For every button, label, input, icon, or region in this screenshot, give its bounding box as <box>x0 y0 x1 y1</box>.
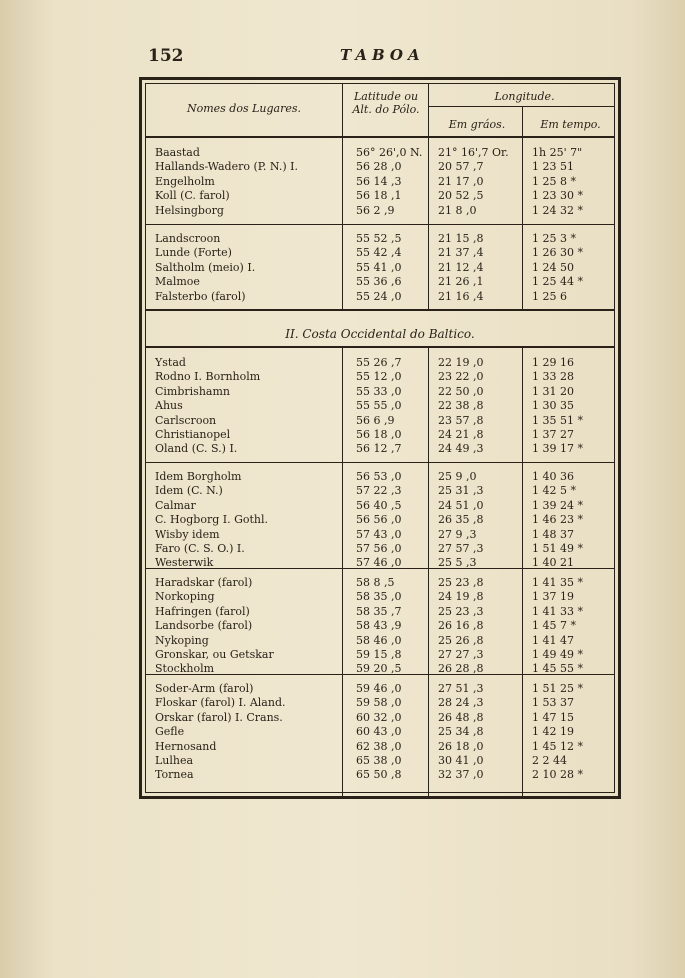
section-heading: II. Costa Occidental do Baltico. <box>285 327 475 341</box>
table-row <box>146 414 614 428</box>
latitude-value: 58 46 ,0 <box>356 633 402 647</box>
table-row <box>146 528 614 542</box>
latitude-value: 55 55 ,0 <box>356 399 402 413</box>
longitude-time-value: 1 40 21 <box>532 556 574 570</box>
place-name: Soder-Arm (farol) <box>155 682 254 695</box>
latitude-value: 56 40 ,5 <box>356 498 402 512</box>
place-name: Rodno I. Bornholm <box>155 370 261 384</box>
longitude-time-value: 1 45 7 * <box>532 619 576 633</box>
latitude-value: 58 35 ,7 <box>356 604 402 618</box>
table-row <box>146 189 614 203</box>
latitude-value: 57 46 ,0 <box>356 556 402 570</box>
longitude-degrees-value: 27 9 ,3 <box>438 527 477 541</box>
longitude-time-value: 1 26 30 * <box>532 246 583 260</box>
table-row <box>146 175 614 189</box>
table-row <box>146 160 614 174</box>
latitude-value: 58 43 ,9 <box>356 619 402 633</box>
place-name: Ahus <box>155 399 183 413</box>
longitude-degrees-value: 23 57 ,8 <box>438 413 484 427</box>
longitude-rule <box>428 106 614 107</box>
place-name: Idem Borgholm <box>155 470 242 483</box>
place-name: Christianopel <box>155 428 231 441</box>
longitude-degrees-value: 21 12 ,4 <box>438 260 484 274</box>
longitude-time-value: 1 39 17 * <box>532 442 583 456</box>
longitude-time-value: 1 41 35 * <box>532 576 583 589</box>
table-row <box>146 399 614 413</box>
longitude-degrees-value: 20 52 ,5 <box>438 189 484 203</box>
latitude-value: 56 2 ,9 <box>356 203 395 217</box>
longitude-time-value: 1 45 55 * <box>532 662 583 676</box>
table-row <box>146 146 614 160</box>
place-name: Landsorbe (farol) <box>155 619 253 633</box>
longitude-degrees-value: 20 57 ,7 <box>438 160 484 174</box>
place-name: Haradskar (farol) <box>155 576 253 589</box>
header-names: Nomes dos Lugares. <box>186 102 302 115</box>
latitude-value: 55 36 ,6 <box>356 275 402 289</box>
place-name: Tornea <box>155 768 194 782</box>
place-name: Gefle <box>155 725 185 739</box>
table-row <box>146 590 614 604</box>
table-row <box>146 711 614 725</box>
latitude-value: 56 53 ,0 <box>356 470 402 483</box>
longitude-degrees-value: 27 27 ,3 <box>438 648 484 661</box>
table-row <box>146 261 614 275</box>
place-name: Faro (C. S. O.) I. <box>155 542 245 555</box>
longitude-degrees-value: 27 57 ,3 <box>438 542 484 555</box>
group-rule <box>146 462 614 463</box>
latitude-value: 57 43 ,0 <box>356 527 402 541</box>
longitude-degrees-value: 22 19 ,0 <box>438 356 484 369</box>
header-latitude: Latitude ou Alt. do Pólo. <box>352 90 420 116</box>
longitude-time-value: 1 37 19 <box>532 590 574 604</box>
longitude-time-value: 1 45 12 * <box>532 739 583 753</box>
longitude-degrees-value: 22 38 ,8 <box>438 399 484 413</box>
latitude-value: 56 56 ,0 <box>356 513 402 527</box>
longitude-degrees-value: 24 21 ,8 <box>438 428 484 441</box>
longitude-time-value: 1 24 50 <box>532 260 574 274</box>
longitude-time-value: 1 25 8 * <box>532 174 576 188</box>
table-row <box>146 275 614 289</box>
place-name: Hallands-Wadero (P. N.) I. <box>155 160 298 174</box>
latitude-value: 55 41 ,0 <box>356 260 402 274</box>
place-name: Engelholm <box>155 174 215 188</box>
longitude-degrees-value: 21 17 ,0 <box>438 174 484 188</box>
header-rule <box>146 136 614 138</box>
latitude-value: 59 20 ,5 <box>356 662 402 676</box>
longitude-time-value: 1 47 15 <box>532 710 574 724</box>
longitude-time-value: 1 39 24 * <box>532 498 583 512</box>
longitude-degrees-value: 21 37 ,4 <box>438 246 484 260</box>
longitude-time-value: 1 42 5 * <box>532 484 576 498</box>
longitude-time-value: 1 25 44 * <box>532 275 583 289</box>
longitude-degrees-value: 21 15 ,8 <box>438 232 484 245</box>
longitude-degrees-value: 26 16 ,8 <box>438 619 484 633</box>
table-row <box>146 754 614 768</box>
latitude-value: 58 35 ,0 <box>356 590 402 604</box>
place-name: Gronskar, ou Getskar <box>155 648 274 661</box>
longitude-time-value: 1h 25' 7" <box>532 146 583 159</box>
page-number: 152 <box>148 46 184 66</box>
latitude-value: 58 8 ,5 <box>356 576 395 589</box>
latitude-value: 55 24 ,0 <box>356 289 402 303</box>
table-row <box>146 725 614 739</box>
section-rule-bottom <box>146 346 614 348</box>
longitude-time-value: 1 40 36 <box>532 470 574 483</box>
latitude-value: 59 58 ,0 <box>356 696 402 710</box>
table-row <box>146 740 614 754</box>
table-frame <box>139 77 621 799</box>
longitude-time-value: 1 31 20 <box>532 384 574 398</box>
longitude-degrees-value: 25 31 ,3 <box>438 484 484 498</box>
latitude-value: 55 26 ,7 <box>356 356 402 369</box>
place-name: Lunde (Forte) <box>155 246 232 260</box>
longitude-time-value: 1 33 28 <box>532 370 574 384</box>
place-name: Cimbrishamn <box>155 384 230 398</box>
latitude-value: 55 52 ,5 <box>356 232 402 245</box>
place-name: Stockholm <box>155 662 215 676</box>
latitude-value: 56 12 ,7 <box>356 442 402 456</box>
longitude-time-value: 1 46 23 * <box>532 513 583 527</box>
table-row <box>146 634 614 648</box>
table-row <box>146 648 614 662</box>
table-row <box>146 542 614 556</box>
place-name: Idem (C. N.) <box>155 484 223 498</box>
longitude-time-value: 1 41 47 <box>532 633 574 647</box>
longitude-degrees-value: 24 19 ,8 <box>438 590 484 604</box>
latitude-value: 65 50 ,8 <box>356 768 402 782</box>
longitude-degrees-value: 25 5 ,3 <box>438 556 477 570</box>
place-name: Landscroon <box>155 232 221 245</box>
header-longitude: Longitude. <box>494 90 555 103</box>
table-row <box>146 428 614 442</box>
latitude-value: 59 15 ,8 <box>356 648 402 661</box>
longitude-degrees-value: 26 28 ,8 <box>438 662 484 676</box>
latitude-value: 56 18 ,0 <box>356 428 402 441</box>
table-row <box>146 576 614 590</box>
place-name: Nykoping <box>155 633 209 647</box>
table-row <box>146 662 614 676</box>
latitude-value: 56° 26',0 N. <box>356 146 423 159</box>
place-name: Wisby idem <box>155 527 220 541</box>
place-name: Ystad <box>155 356 186 369</box>
longitude-degrees-value: 21° 16',7 Or. <box>438 146 509 159</box>
longitude-degrees-value: 21 16 ,4 <box>438 289 484 303</box>
place-name: C. Hogborg I. Gothl. <box>155 513 269 527</box>
table-row <box>146 484 614 498</box>
table-row <box>146 246 614 260</box>
longitude-time-value: 1 25 6 <box>532 289 567 303</box>
longitude-degrees-value: 22 50 ,0 <box>438 384 484 398</box>
place-name: Orskar (farol) I. Crans. <box>155 710 283 724</box>
place-name: Floskar (farol) I. Aland. <box>155 696 286 710</box>
table-row <box>146 696 614 710</box>
table-row <box>146 682 614 696</box>
longitude-time-value: 1 41 33 * <box>532 604 583 618</box>
latitude-value: 60 32 ,0 <box>356 710 402 724</box>
latitude-value: 59 46 ,0 <box>356 682 402 695</box>
table-row <box>146 513 614 527</box>
longitude-degrees-value: 25 23 ,8 <box>438 576 484 589</box>
longitude-degrees-value: 24 49 ,3 <box>438 442 484 456</box>
place-name: Westerwik <box>155 556 214 570</box>
longitude-time-value: 1 51 49 * <box>532 542 583 555</box>
longitude-degrees-value: 25 23 ,3 <box>438 604 484 618</box>
latitude-value: 56 18 ,1 <box>356 189 402 203</box>
place-name: Koll (C. farol) <box>155 189 230 203</box>
longitude-time-value: 1 42 19 <box>532 725 574 739</box>
longitude-degrees-value: 30 41 ,0 <box>438 754 484 767</box>
longitude-time-value: 1 23 30 * <box>532 189 583 203</box>
table-row <box>146 556 614 570</box>
latitude-value: 57 22 ,3 <box>356 484 402 498</box>
table-row <box>146 605 614 619</box>
place-name: Carlscroon <box>155 413 217 427</box>
longitude-degrees-value: 28 24 ,3 <box>438 696 484 710</box>
longitude-time-value: 1 53 37 <box>532 696 574 710</box>
table-row <box>146 768 614 782</box>
table-row <box>146 204 614 218</box>
place-name: Norkoping <box>155 590 215 604</box>
longitude-time-value: 1 37 27 <box>532 428 574 441</box>
longitude-degrees-value: 21 8 ,0 <box>438 203 477 217</box>
header-em-graos: Em gráos. <box>448 118 506 131</box>
place-name: Hafringen (farol) <box>155 604 250 618</box>
latitude-value: 56 14 ,3 <box>356 174 402 188</box>
longitude-degrees-value: 26 35 ,8 <box>438 513 484 527</box>
table-row <box>146 442 614 456</box>
place-name: Falsterbo (farol) <box>155 289 246 303</box>
table <box>145 83 615 793</box>
header-em-tempo: Em tempo. <box>540 118 601 131</box>
table-row <box>146 232 614 246</box>
latitude-value: 55 12 ,0 <box>356 370 402 384</box>
table-row <box>146 356 614 370</box>
place-name: Lulhea <box>155 754 194 767</box>
longitude-degrees-value: 23 22 ,0 <box>438 370 484 384</box>
longitude-degrees-value: 25 9 ,0 <box>438 470 477 483</box>
place-name: Calmar <box>155 498 196 512</box>
group-rule <box>146 224 614 225</box>
longitude-degrees-value: 32 37 ,0 <box>438 768 484 782</box>
latitude-value: 56 6 ,9 <box>356 413 395 427</box>
latitude-value: 57 56 ,0 <box>356 542 402 555</box>
table-row <box>146 619 614 633</box>
table-row <box>146 370 614 384</box>
latitude-value: 56 28 ,0 <box>356 160 402 174</box>
longitude-time-value: 2 10 28 * <box>532 768 583 782</box>
place-name: Saltholm (meio) I. <box>155 260 256 274</box>
longitude-time-value: 1 49 49 * <box>532 648 583 661</box>
longitude-time-value: 1 48 37 <box>532 527 574 541</box>
table-row <box>146 385 614 399</box>
latitude-value: 55 33 ,0 <box>356 384 402 398</box>
longitude-time-value: 1 51 25 * <box>532 682 583 695</box>
place-name: Baastad <box>155 146 200 159</box>
longitude-degrees-value: 25 26 ,8 <box>438 633 484 647</box>
table-row <box>146 470 614 484</box>
longitude-degrees-value: 26 18 ,0 <box>438 739 484 753</box>
running-head: TABOA <box>340 46 425 64</box>
longitude-degrees-value: 25 34 ,8 <box>438 725 484 739</box>
longitude-time-value: 1 24 32 * <box>532 203 583 217</box>
longitude-time-value: 1 30 35 <box>532 399 574 413</box>
latitude-value: 55 42 ,4 <box>356 246 402 260</box>
longitude-time-value: 1 23 51 <box>532 160 574 174</box>
latitude-value: 65 38 ,0 <box>356 754 402 767</box>
place-name: Hernosand <box>155 739 217 753</box>
place-name: Oland (C. S.) I. <box>155 442 238 456</box>
longitude-degrees-value: 24 51 ,0 <box>438 498 484 512</box>
longitude-time-value: 2 2 44 <box>532 754 567 767</box>
longitude-degrees-value: 27 51 ,3 <box>438 682 484 695</box>
latitude-value: 60 43 ,0 <box>356 725 402 739</box>
place-name: Helsingborg <box>155 203 224 217</box>
place-name: Malmoe <box>155 275 200 289</box>
longitude-time-value: 1 29 16 <box>532 356 574 369</box>
table-row <box>146 499 614 513</box>
table-row <box>146 290 614 304</box>
longitude-degrees-value: 21 26 ,1 <box>438 275 484 289</box>
longitude-degrees-value: 26 48 ,8 <box>438 710 484 724</box>
latitude-value: 62 38 ,0 <box>356 739 402 753</box>
longitude-time-value: 1 25 3 * <box>532 232 576 245</box>
section-rule-top <box>146 309 614 311</box>
longitude-time-value: 1 35 51 * <box>532 413 583 427</box>
